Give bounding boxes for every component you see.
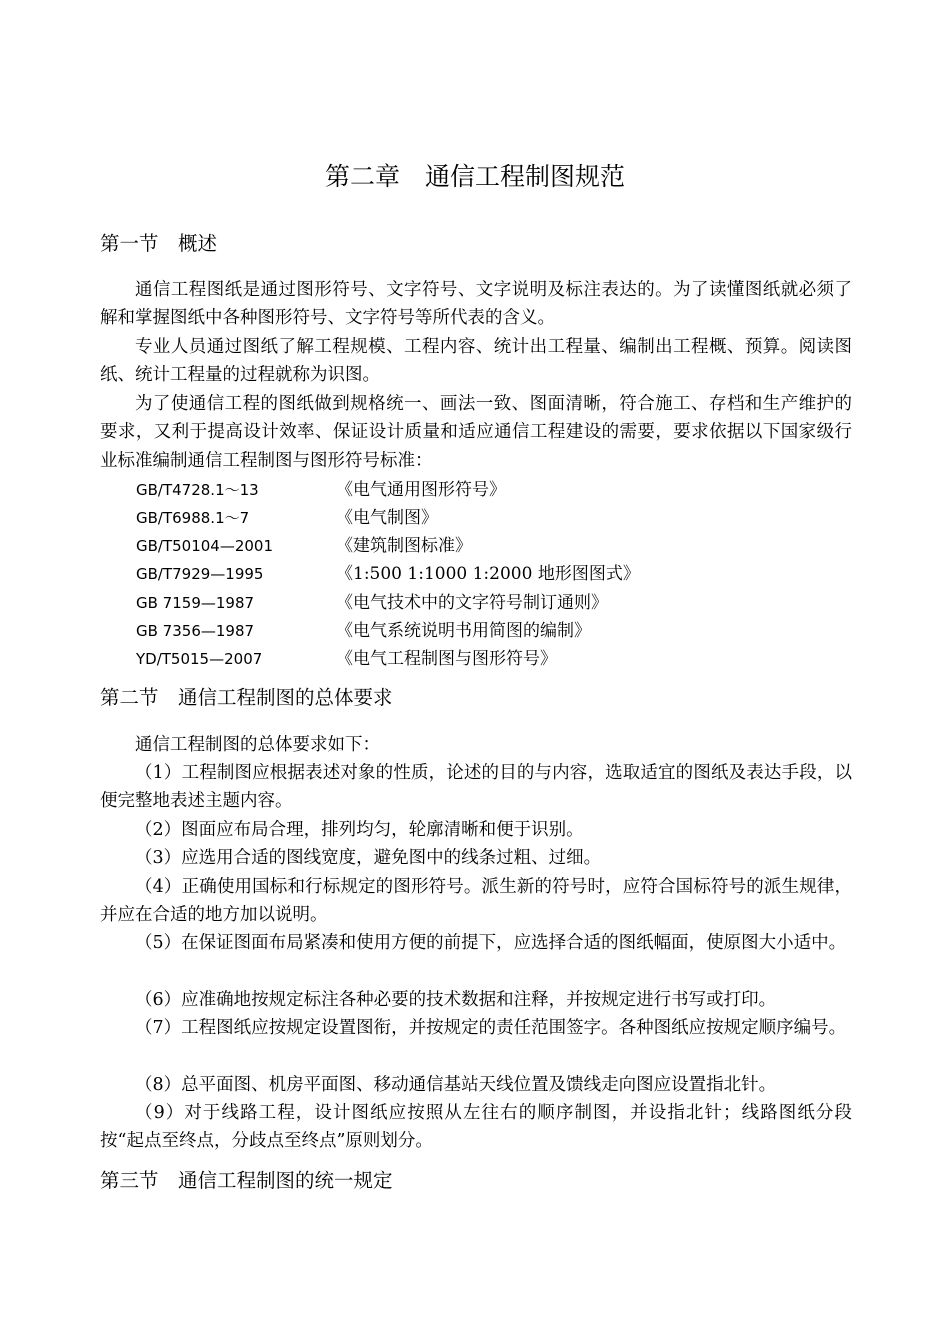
standard-code: GB/T4728.1～13 (136, 481, 259, 499)
section-heading-overview: 第一节 概述 (100, 232, 218, 255)
section-heading-unified-rules: 第三节 通信工程制图的统一规定 (100, 1169, 393, 1192)
paragraph: 专业人员通过图纸了解工程规模、工程内容、统计出工程量、编制出工程概、预算。阅读图纸、统计工程量的过程就称为识图。 (100, 337, 852, 386)
requirement-item: （3）应选用合适的图线宽度，避免图中的线条过粗、过细。 (135, 848, 602, 868)
standard-code: GB/T6988.1～7 (136, 509, 250, 527)
paragraph: 为了使通信工程的图纸做到规格统一、画法一致、图面清晰，符合施工、存档和生产维护的要求，又利于提高设计效率、保证设计质量和适应通信工程建设的需要，要求依据以下国家级行业标准编制通信工程制图与图形符号标准： (100, 394, 852, 471)
standard-code: GB/T50104—2001 (136, 537, 274, 555)
requirement-item: （9）对于线路工程，设计图纸应按照从左往右的顺序制图，并设指北针；线路图纸分段按“起点至终点，分歧点至终点”原则划分。 (100, 1103, 852, 1152)
requirement-item: （2）图面应布局合理，排列均匀，轮廓清晰和便于识别。 (135, 820, 584, 840)
requirement-item: （6）应准确地按规定标注各种必要的技术数据和注释，并按规定进行书写或打印。 (135, 990, 777, 1010)
section-heading-general-requirements: 第二节 通信工程制图的总体要求 (100, 686, 393, 709)
standard-code: GB 7159—1987 (136, 594, 255, 612)
requirement-item: （1）工程制图应根据表述对象的性质，论述的目的与内容，选取适宜的图纸及表达手段，以便完整地表述主题内容。 (100, 763, 852, 812)
standard-code: GB 7356—1987 (136, 622, 255, 640)
paragraph: 通信工程图纸是通过图形符号、文字符号、文字说明及标注表达的。为了读懂图纸就必须了解和掌握图纸中各种图形符号、文字符号等所代表的含义。 (100, 280, 852, 329)
requirement-item: （7）工程图纸应按规定设置图衔，并按规定的责任范围签字。各种图纸应按规定顺序编号。 (135, 1018, 847, 1038)
standard-name: 《电气工程制图与图形符号》 (336, 649, 557, 669)
standard-name: 《建筑制图标准》 (336, 536, 472, 556)
requirement-item: （4）正确使用国标和行标规定的图形符号。派生新的符号时，应符合国标符号的派生规律，并应在合适的地方加以说明。 (100, 877, 852, 926)
chapter-title: 第二章 通信工程制图规范 (324, 162, 625, 191)
standard-name: 《电气技术中的文字符号制订通则》 (336, 593, 608, 613)
requirement-item: （5）在保证图面布局紧凑和使用方便的前提下，应选择合适的图纸幅面，使原图大小适中。 (135, 933, 847, 953)
standard-code: GB/T7929—1995 (136, 565, 264, 583)
requirement-item: （8）总平面图、机房平面图、移动通信基站天线位置及馈线走向图应设置指北针。 (135, 1075, 777, 1095)
standard-code: YD/T5015—2007 (136, 650, 263, 668)
standard-name: 《电气系统说明书用简图的编制》 (336, 621, 591, 641)
standard-name: 《电气制图》 (336, 508, 438, 528)
paragraph: 通信工程制图的总体要求如下： (135, 735, 380, 755)
standard-name: 《1:500 1:1000 1:2000 地形图图式》 (336, 564, 640, 584)
standard-name: 《电气通用图形符号》 (336, 480, 506, 500)
